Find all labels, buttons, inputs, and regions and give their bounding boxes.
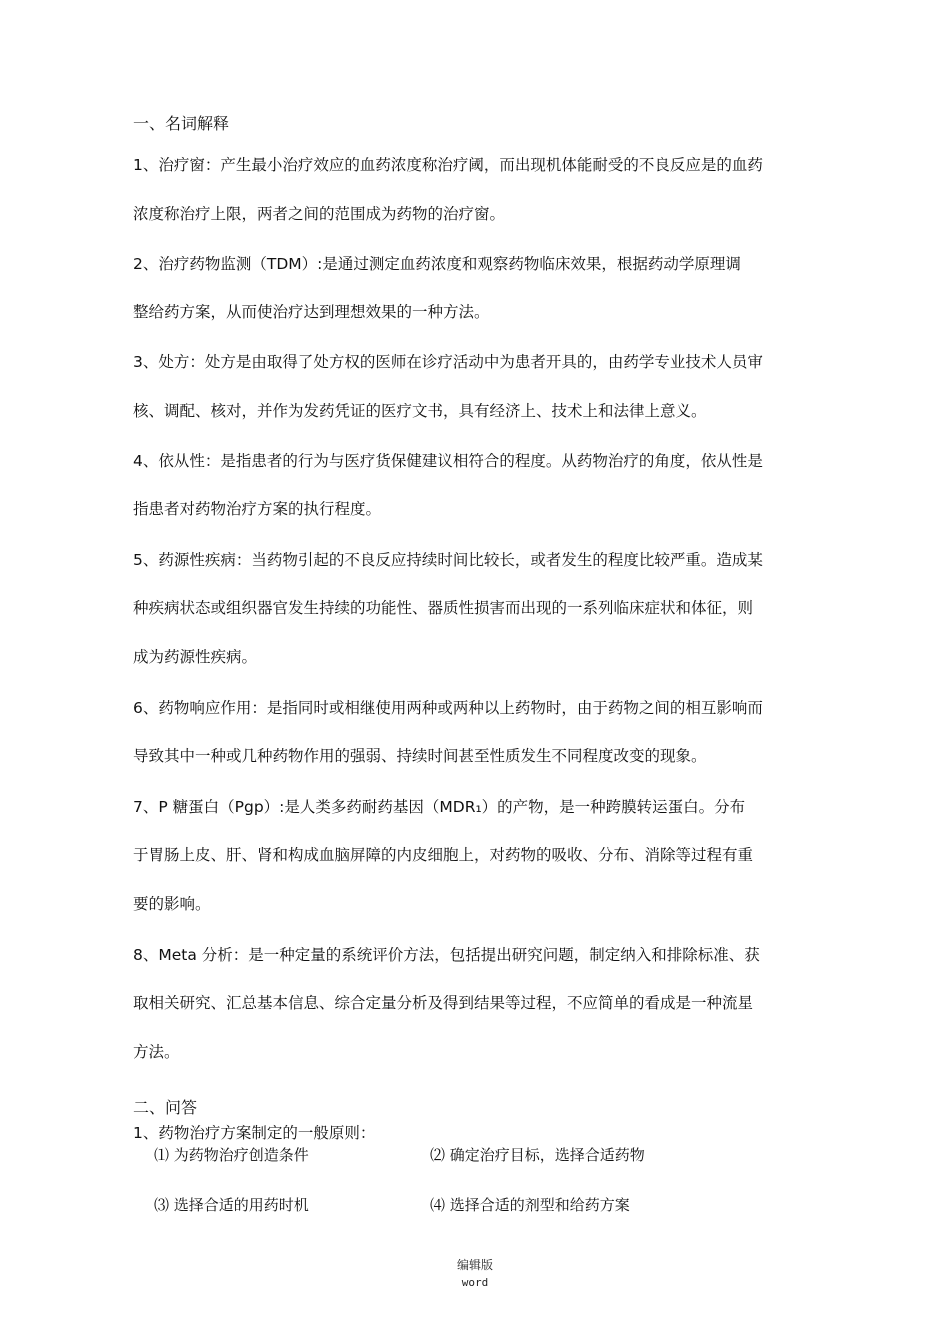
definition-line: 种疾病状态或组织器官发生持续的功能性、器质性损害而出现的一系列临床症状和体征，则 (133, 599, 754, 617)
definition-line: 7、P 糖蛋白（Pgp）:是人类多药耐药基因（MDR₁）的产物，是一种跨膜转运蛋白。分布 (133, 798, 746, 816)
definition-line: 6、药物响应作用：是指同时或相继使用两种或两种以上药物时，由于药物之间的相互影响而 (133, 699, 763, 717)
principle-item: ⑷ 选择合适的剂型和给药方案 (430, 1196, 630, 1214)
definition-line: 指患者对药物治疗方案的执行程度。 (133, 500, 382, 518)
definition-line: 1、治疗窗：产生最小治疗效应的血药浓度称治疗阈，而出现机体能耐受的不良反应是的血药 (133, 156, 763, 174)
definition-line: 于胃肠上皮、肝、肾和构成血脑屏障的内皮细胞上，对药物的吸收、分布、消除等过程有重 (133, 846, 754, 864)
definition-line: 4、依从性：是指患者的行为与医疗货保健建议相符合的程度。从药物治疗的角度，依从性是 (133, 452, 763, 470)
definition-line: 要的影响。 (133, 895, 211, 913)
definition-line: 核、调配、核对，并作为发药凭证的医疗文书，具有经济上、技术上和法律上意义。 (133, 402, 707, 420)
definition-line: 成为药源性疾病。 (133, 648, 258, 666)
definition-line: 8、Meta 分析：是一种定量的系统评价方法，包括提出研究问题，制定纳入和排除标准、获 (133, 946, 760, 964)
principle-item: ⑴ 为药物治疗创造条件 (154, 1146, 309, 1164)
principle-item: ⑵ 确定治疗目标，选择合适药物 (430, 1146, 645, 1164)
definition-line: 方法。 (133, 1043, 180, 1061)
definition-line: 浓度称治疗上限，两者之间的范围成为药物的治疗窗。 (133, 205, 506, 223)
definition-line: 3、处方：处方是由取得了处方权的医师在诊疗活动中为患者开具的，由药学专业技术人员审 (133, 353, 763, 371)
question-1: 1、药物治疗方案制定的一般原则： (133, 1124, 376, 1142)
section-2-title: 二、问答 (133, 1098, 198, 1117)
section-1-title: 一、名词解释 (133, 114, 230, 133)
footer-word: word (461, 1276, 489, 1289)
definition-line: 整给药方案，从而使治疗达到理想效果的一种方法。 (133, 303, 490, 321)
definition-line: 导致其中一种或几种药物作用的强弱、持续时间甚至性质发生不同程度改变的现象。 (133, 747, 707, 765)
definition-line: 5、药源性疾病：当药物引起的不良反应持续时间比较长，或者发生的程度比较严重。造成某 (133, 551, 763, 569)
definition-line: 2、治疗药物监测（TDM）:是通过测定血药浓度和观察药物临床效果，根据药动学原理调 (133, 255, 741, 273)
definition-line: 取相关研究、汇总基本信息、综合定量分析及得到结果等过程，不应简单的看成是一种流星 (133, 994, 754, 1012)
footer-label: 编辑版 (456, 1258, 493, 1272)
principle-item: ⑶ 选择合适的用药时机 (154, 1196, 309, 1214)
